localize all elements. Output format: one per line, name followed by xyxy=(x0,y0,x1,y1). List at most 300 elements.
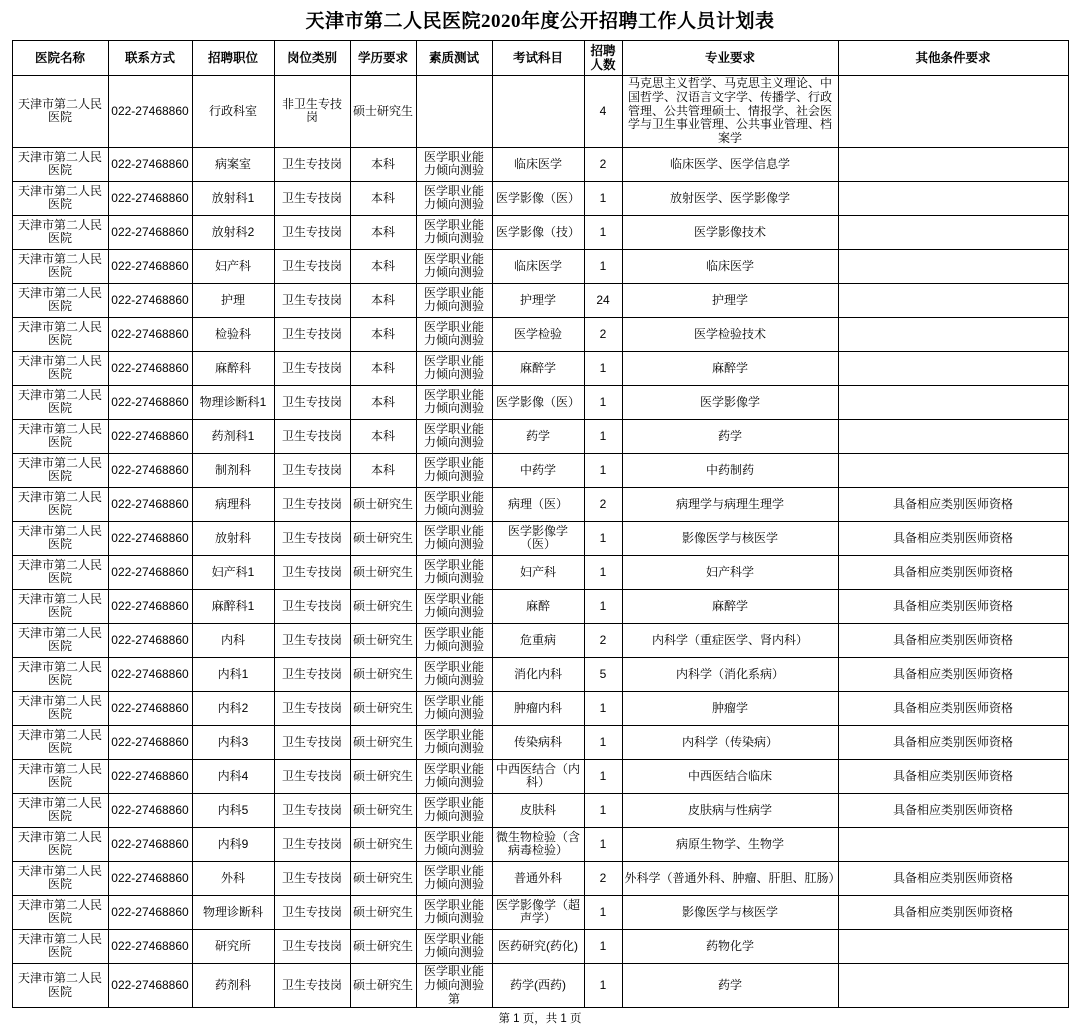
cell-count: 1 xyxy=(584,793,622,827)
cell-category: 非卫生专技岗 xyxy=(274,76,350,148)
cell-contact: 022-27468860 xyxy=(108,895,192,929)
cell-count: 1 xyxy=(584,351,622,385)
cell-other: 具备相应类别医师资格 xyxy=(838,521,1068,555)
cell-subject: 医学检验 xyxy=(492,317,584,351)
cell-count: 2 xyxy=(584,861,622,895)
table-row xyxy=(12,759,1068,793)
cell-quality-test: 医学职业能力倾向测验 xyxy=(416,861,492,895)
cell-major: 放射医学、医学影像学 xyxy=(622,181,838,215)
table-row xyxy=(12,385,1068,419)
cell-category: 卫生专技岗 xyxy=(274,453,350,487)
cell-other xyxy=(838,181,1068,215)
cell-count: 1 xyxy=(584,759,622,793)
cell-major: 病原生物学、生物学 xyxy=(622,827,838,861)
cell-quality-test: 医学职业能力倾向测验 xyxy=(416,657,492,691)
cell-hospital: 天津市第二人民医院 xyxy=(12,487,108,521)
cell-category: 卫生专技岗 xyxy=(274,623,350,657)
cell-category: 卫生专技岗 xyxy=(274,283,350,317)
table-row xyxy=(12,453,1068,487)
cell-category: 卫生专技岗 xyxy=(274,657,350,691)
cell-other xyxy=(838,827,1068,861)
table-body xyxy=(12,76,1068,1008)
cell-category: 卫生专技岗 xyxy=(274,691,350,725)
cell-position: 行政科室 xyxy=(192,76,274,148)
table-row xyxy=(12,317,1068,351)
cell-major: 内科学（传染病） xyxy=(622,725,838,759)
column-header-contact: 联系方式 xyxy=(108,41,192,76)
cell-position: 物理诊断科 xyxy=(192,895,274,929)
cell-subject: 微生物检验（含病毒检验） xyxy=(492,827,584,861)
cell-major: 肿瘤学 xyxy=(622,691,838,725)
cell-education: 硕士研究生 xyxy=(350,623,416,657)
cell-subject: 医学影像学（超声学） xyxy=(492,895,584,929)
cell-quality-test: 医学职业能力倾向测验 xyxy=(416,215,492,249)
cell-other xyxy=(838,351,1068,385)
cell-other xyxy=(838,385,1068,419)
cell-subject: 传染病科 xyxy=(492,725,584,759)
table-row xyxy=(12,929,1068,963)
cell-position: 妇产科 xyxy=(192,249,274,283)
cell-hospital: 天津市第二人民医院 xyxy=(12,963,108,1007)
cell-category: 卫生专技岗 xyxy=(274,725,350,759)
cell-contact: 022-27468860 xyxy=(108,521,192,555)
cell-major: 麻醉学 xyxy=(622,351,838,385)
cell-contact: 022-27468860 xyxy=(108,759,192,793)
cell-quality-test: 医学职业能力倾向测验 xyxy=(416,895,492,929)
cell-education: 硕士研究生 xyxy=(350,793,416,827)
cell-contact: 022-27468860 xyxy=(108,283,192,317)
cell-position: 研究所 xyxy=(192,929,274,963)
cell-quality-test: 医学职业能力倾向测验 xyxy=(416,385,492,419)
table-row xyxy=(12,76,1068,148)
cell-education: 本科 xyxy=(350,249,416,283)
cell-other xyxy=(838,317,1068,351)
cell-other xyxy=(838,249,1068,283)
cell-major: 皮肤病与性病学 xyxy=(622,793,838,827)
cell-hospital: 天津市第二人民医院 xyxy=(12,249,108,283)
column-header-count: 招聘人数 xyxy=(584,41,622,76)
cell-count: 1 xyxy=(584,555,622,589)
cell-contact: 022-27468860 xyxy=(108,657,192,691)
cell-subject: 药学(西药) xyxy=(492,963,584,1007)
cell-subject xyxy=(492,76,584,148)
cell-hospital: 天津市第二人民医院 xyxy=(12,147,108,181)
cell-subject: 消化内科 xyxy=(492,657,584,691)
cell-subject: 临床医学 xyxy=(492,147,584,181)
table-row xyxy=(12,521,1068,555)
table-row xyxy=(12,827,1068,861)
cell-subject: 普通外科 xyxy=(492,861,584,895)
cell-count: 1 xyxy=(584,895,622,929)
cell-contact: 022-27468860 xyxy=(108,963,192,1007)
cell-hospital: 天津市第二人民医院 xyxy=(12,861,108,895)
cell-education: 本科 xyxy=(350,453,416,487)
table-header-row xyxy=(12,41,1068,76)
cell-count: 5 xyxy=(584,657,622,691)
cell-quality-test: 医学职业能力倾向测验 xyxy=(416,453,492,487)
cell-quality-test: 医学职业能力倾向测验 xyxy=(416,147,492,181)
cell-education: 硕士研究生 xyxy=(350,521,416,555)
column-header-major: 专业要求 xyxy=(622,41,838,76)
cell-education: 本科 xyxy=(350,419,416,453)
cell-position: 制剂科 xyxy=(192,453,274,487)
cell-category: 卫生专技岗 xyxy=(274,215,350,249)
cell-category: 卫生专技岗 xyxy=(274,861,350,895)
cell-education: 硕士研究生 xyxy=(350,691,416,725)
table-row xyxy=(12,623,1068,657)
column-header-other: 其他条件要求 xyxy=(838,41,1068,76)
cell-quality-test: 医学职业能力倾向测验 xyxy=(416,249,492,283)
cell-count: 2 xyxy=(584,487,622,521)
cell-count: 1 xyxy=(584,963,622,1007)
recruitment-plan-table xyxy=(12,40,1069,1008)
cell-subject: 医学影像（技） xyxy=(492,215,584,249)
cell-other: 具备相应类别医师资格 xyxy=(838,895,1068,929)
cell-quality-test: 医学职业能力倾向测验第 xyxy=(416,963,492,1007)
cell-hospital: 天津市第二人民医院 xyxy=(12,929,108,963)
cell-hospital: 天津市第二人民医院 xyxy=(12,385,108,419)
cell-category: 卫生专技岗 xyxy=(274,487,350,521)
cell-subject: 药学 xyxy=(492,419,584,453)
cell-position: 外科 xyxy=(192,861,274,895)
cell-major: 妇产科学 xyxy=(622,555,838,589)
cell-position: 麻醉科 xyxy=(192,351,274,385)
cell-other: 具备相应类别医师资格 xyxy=(838,725,1068,759)
cell-other: 具备相应类别医师资格 xyxy=(838,759,1068,793)
column-header-quality-test: 素质测试 xyxy=(416,41,492,76)
cell-hospital: 天津市第二人民医院 xyxy=(12,521,108,555)
cell-education: 本科 xyxy=(350,351,416,385)
cell-category: 卫生专技岗 xyxy=(274,793,350,827)
cell-hospital: 天津市第二人民医院 xyxy=(12,283,108,317)
cell-count: 4 xyxy=(584,76,622,148)
cell-count: 1 xyxy=(584,385,622,419)
table-row xyxy=(12,725,1068,759)
cell-quality-test: 医学职业能力倾向测验 xyxy=(416,589,492,623)
cell-subject: 麻醉 xyxy=(492,589,584,623)
cell-category: 卫生专技岗 xyxy=(274,385,350,419)
cell-major: 医学影像学 xyxy=(622,385,838,419)
cell-education: 本科 xyxy=(350,147,416,181)
cell-contact: 022-27468860 xyxy=(108,147,192,181)
table-row xyxy=(12,963,1068,1007)
cell-quality-test: 医学职业能力倾向测验 xyxy=(416,487,492,521)
cell-major: 药学 xyxy=(622,963,838,1007)
cell-contact: 022-27468860 xyxy=(108,351,192,385)
cell-education: 本科 xyxy=(350,181,416,215)
cell-count: 1 xyxy=(584,827,622,861)
cell-education: 硕士研究生 xyxy=(350,827,416,861)
cell-quality-test: 医学职业能力倾向测验 xyxy=(416,691,492,725)
table-row xyxy=(12,215,1068,249)
cell-hospital: 天津市第二人民医院 xyxy=(12,793,108,827)
cell-hospital: 天津市第二人民医院 xyxy=(12,691,108,725)
cell-category: 卫生专技岗 xyxy=(274,351,350,385)
cell-category: 卫生专技岗 xyxy=(274,827,350,861)
cell-other xyxy=(838,453,1068,487)
table-row xyxy=(12,691,1068,725)
cell-contact: 022-27468860 xyxy=(108,249,192,283)
cell-subject: 中西医结合（内科） xyxy=(492,759,584,793)
column-header-education: 学历要求 xyxy=(350,41,416,76)
cell-count: 2 xyxy=(584,147,622,181)
cell-major: 内科学（消化系病） xyxy=(622,657,838,691)
cell-contact: 022-27468860 xyxy=(108,181,192,215)
cell-count: 24 xyxy=(584,283,622,317)
cell-count: 2 xyxy=(584,317,622,351)
cell-position: 内科3 xyxy=(192,725,274,759)
cell-count: 1 xyxy=(584,181,622,215)
cell-other xyxy=(838,215,1068,249)
cell-count: 1 xyxy=(584,725,622,759)
cell-quality-test: 医学职业能力倾向测验 xyxy=(416,521,492,555)
cell-position: 内科1 xyxy=(192,657,274,691)
cell-count: 1 xyxy=(584,453,622,487)
cell-education: 硕士研究生 xyxy=(350,725,416,759)
cell-subject: 医药研究(药化) xyxy=(492,929,584,963)
cell-other: 具备相应类别医师资格 xyxy=(838,691,1068,725)
cell-contact: 022-27468860 xyxy=(108,453,192,487)
cell-count: 1 xyxy=(584,521,622,555)
cell-major: 医学检验技术 xyxy=(622,317,838,351)
cell-quality-test: 医学职业能力倾向测验 xyxy=(416,793,492,827)
cell-position: 内科2 xyxy=(192,691,274,725)
cell-subject: 临床医学 xyxy=(492,249,584,283)
cell-education: 本科 xyxy=(350,283,416,317)
cell-contact: 022-27468860 xyxy=(108,419,192,453)
cell-major: 药学 xyxy=(622,419,838,453)
cell-position: 麻醉科1 xyxy=(192,589,274,623)
cell-contact: 022-27468860 xyxy=(108,487,192,521)
cell-education: 硕士研究生 xyxy=(350,657,416,691)
cell-hospital: 天津市第二人民医院 xyxy=(12,181,108,215)
column-header-hospital: 医院名称 xyxy=(12,41,108,76)
cell-quality-test: 医学职业能力倾向测验 xyxy=(416,283,492,317)
cell-other xyxy=(838,929,1068,963)
cell-subject: 医学影像（医） xyxy=(492,181,584,215)
cell-quality-test: 医学职业能力倾向测验 xyxy=(416,759,492,793)
cell-quality-test: 医学职业能力倾向测验 xyxy=(416,351,492,385)
column-header-position: 招聘职位 xyxy=(192,41,274,76)
cell-count: 1 xyxy=(584,215,622,249)
cell-education: 硕士研究生 xyxy=(350,861,416,895)
cell-position: 内科 xyxy=(192,623,274,657)
cell-quality-test: 医学职业能力倾向测验 xyxy=(416,555,492,589)
cell-count: 1 xyxy=(584,929,622,963)
cell-subject: 皮肤科 xyxy=(492,793,584,827)
table-row xyxy=(12,249,1068,283)
table-row xyxy=(12,793,1068,827)
cell-major: 临床医学 xyxy=(622,249,838,283)
cell-hospital: 天津市第二人民医院 xyxy=(12,759,108,793)
cell-position: 妇产科1 xyxy=(192,555,274,589)
page-footer: 第 1 页，共 1 页 xyxy=(498,1013,582,1026)
table-row xyxy=(12,589,1068,623)
cell-position: 物理诊断科1 xyxy=(192,385,274,419)
cell-contact: 022-27468860 xyxy=(108,385,192,419)
cell-position: 药剂科 xyxy=(192,963,274,1007)
cell-subject: 妇产科 xyxy=(492,555,584,589)
cell-subject: 医学影像（医） xyxy=(492,385,584,419)
cell-other xyxy=(838,147,1068,181)
table-row xyxy=(12,181,1068,215)
cell-hospital: 天津市第二人民医院 xyxy=(12,555,108,589)
cell-other xyxy=(838,963,1068,1007)
cell-quality-test xyxy=(416,76,492,148)
cell-subject: 病理（医） xyxy=(492,487,584,521)
cell-quality-test: 医学职业能力倾向测验 xyxy=(416,623,492,657)
cell-hospital: 天津市第二人民医院 xyxy=(12,827,108,861)
table-row xyxy=(12,657,1068,691)
cell-major: 内科学（重症医学、肾内科） xyxy=(622,623,838,657)
cell-major: 马克思主义哲学、马克思主义理论、中国哲学、汉语言文字学、传播学、行政管理、公共管理硕士、情报学、社会医学与卫生事业管理、公共事业管理、档案学 xyxy=(622,76,838,148)
cell-education: 本科 xyxy=(350,215,416,249)
cell-category: 卫生专技岗 xyxy=(274,147,350,181)
column-header-category: 岗位类别 xyxy=(274,41,350,76)
cell-major: 中药制药 xyxy=(622,453,838,487)
cell-education: 硕士研究生 xyxy=(350,895,416,929)
cell-other: 具备相应类别医师资格 xyxy=(838,861,1068,895)
cell-position: 药剂科1 xyxy=(192,419,274,453)
cell-other xyxy=(838,76,1068,148)
cell-contact: 022-27468860 xyxy=(108,555,192,589)
cell-category: 卫生专技岗 xyxy=(274,759,350,793)
cell-hospital: 天津市第二人民医院 xyxy=(12,589,108,623)
cell-count: 1 xyxy=(584,589,622,623)
cell-other: 具备相应类别医师资格 xyxy=(838,555,1068,589)
cell-hospital: 天津市第二人民医院 xyxy=(12,215,108,249)
cell-category: 卫生专技岗 xyxy=(274,249,350,283)
table-header xyxy=(12,41,1068,76)
cell-major: 影像医学与核医学 xyxy=(622,895,838,929)
cell-education: 本科 xyxy=(350,385,416,419)
cell-education: 硕士研究生 xyxy=(350,589,416,623)
cell-contact: 022-27468860 xyxy=(108,215,192,249)
cell-subject: 肿瘤内科 xyxy=(492,691,584,725)
cell-major: 临床医学、医学信息学 xyxy=(622,147,838,181)
cell-count: 1 xyxy=(584,249,622,283)
cell-contact: 022-27468860 xyxy=(108,623,192,657)
cell-major: 医学影像技术 xyxy=(622,215,838,249)
cell-hospital: 天津市第二人民医院 xyxy=(12,725,108,759)
cell-education: 硕士研究生 xyxy=(350,555,416,589)
cell-category: 卫生专技岗 xyxy=(274,317,350,351)
cell-other: 具备相应类别医师资格 xyxy=(838,657,1068,691)
cell-hospital: 天津市第二人民医院 xyxy=(12,895,108,929)
cell-other xyxy=(838,283,1068,317)
cell-hospital: 天津市第二人民医院 xyxy=(12,76,108,148)
cell-other xyxy=(838,419,1068,453)
cell-education: 硕士研究生 xyxy=(350,759,416,793)
cell-position: 放射科 xyxy=(192,521,274,555)
cell-count: 1 xyxy=(584,419,622,453)
cell-hospital: 天津市第二人民医院 xyxy=(12,419,108,453)
table-row xyxy=(12,351,1068,385)
cell-contact: 022-27468860 xyxy=(108,827,192,861)
cell-subject: 危重病 xyxy=(492,623,584,657)
table-row xyxy=(12,861,1068,895)
cell-contact: 022-27468860 xyxy=(108,691,192,725)
cell-education: 硕士研究生 xyxy=(350,76,416,148)
cell-subject: 中药学 xyxy=(492,453,584,487)
cell-major: 病理学与病理生理学 xyxy=(622,487,838,521)
cell-education: 硕士研究生 xyxy=(350,929,416,963)
cell-position: 内科5 xyxy=(192,793,274,827)
cell-contact: 022-27468860 xyxy=(108,317,192,351)
cell-category: 卫生专技岗 xyxy=(274,963,350,1007)
cell-category: 卫生专技岗 xyxy=(274,181,350,215)
cell-major: 药物化学 xyxy=(622,929,838,963)
cell-position: 护理 xyxy=(192,283,274,317)
cell-hospital: 天津市第二人民医院 xyxy=(12,453,108,487)
cell-hospital: 天津市第二人民医院 xyxy=(12,317,108,351)
cell-major: 外科学（普通外科、肿瘤、肝胆、肛肠） xyxy=(622,861,838,895)
table-row xyxy=(12,895,1068,929)
column-header-subject: 考试科目 xyxy=(492,41,584,76)
table-row xyxy=(12,147,1068,181)
cell-contact: 022-27468860 xyxy=(108,793,192,827)
cell-quality-test: 医学职业能力倾向测验 xyxy=(416,827,492,861)
cell-quality-test: 医学职业能力倾向测验 xyxy=(416,929,492,963)
cell-major: 麻醉学 xyxy=(622,589,838,623)
cell-position: 病案室 xyxy=(192,147,274,181)
cell-other: 具备相应类别医师资格 xyxy=(838,589,1068,623)
cell-other: 具备相应类别医师资格 xyxy=(838,793,1068,827)
cell-category: 卫生专技岗 xyxy=(274,521,350,555)
cell-quality-test: 医学职业能力倾向测验 xyxy=(416,181,492,215)
cell-quality-test: 医学职业能力倾向测验 xyxy=(416,419,492,453)
cell-contact: 022-27468860 xyxy=(108,929,192,963)
table-row xyxy=(12,487,1068,521)
cell-quality-test: 医学职业能力倾向测验 xyxy=(416,317,492,351)
cell-quality-test: 医学职业能力倾向测验 xyxy=(416,725,492,759)
cell-major: 中西医结合临床 xyxy=(622,759,838,793)
cell-major: 影像医学与核医学 xyxy=(622,521,838,555)
table-row xyxy=(12,283,1068,317)
cell-hospital: 天津市第二人民医院 xyxy=(12,623,108,657)
cell-education: 本科 xyxy=(350,317,416,351)
cell-contact: 022-27468860 xyxy=(108,589,192,623)
cell-position: 内科4 xyxy=(192,759,274,793)
page-title: 天津市第二人民医院2020年度公开招聘工作人员计划表 xyxy=(305,11,775,32)
cell-category: 卫生专技岗 xyxy=(274,555,350,589)
cell-position: 放射科2 xyxy=(192,215,274,249)
cell-category: 卫生专技岗 xyxy=(274,589,350,623)
cell-position: 内科9 xyxy=(192,827,274,861)
cell-education: 硕士研究生 xyxy=(350,487,416,521)
cell-contact: 022-27468860 xyxy=(108,861,192,895)
cell-hospital: 天津市第二人民医院 xyxy=(12,351,108,385)
cell-education: 硕士研究生 xyxy=(350,963,416,1007)
cell-count: 2 xyxy=(584,623,622,657)
cell-subject: 医学影像学（医） xyxy=(492,521,584,555)
cell-hospital: 天津市第二人民医院 xyxy=(12,657,108,691)
cell-category: 卫生专技岗 xyxy=(274,929,350,963)
table-row xyxy=(12,555,1068,589)
cell-position: 病理科 xyxy=(192,487,274,521)
cell-contact: 022-27468860 xyxy=(108,725,192,759)
cell-count: 1 xyxy=(584,691,622,725)
cell-major: 护理学 xyxy=(622,283,838,317)
cell-subject: 麻醉学 xyxy=(492,351,584,385)
cell-subject: 护理学 xyxy=(492,283,584,317)
cell-category: 卫生专技岗 xyxy=(274,419,350,453)
cell-other: 具备相应类别医师资格 xyxy=(838,487,1068,521)
table-row xyxy=(12,419,1068,453)
cell-contact: 022-27468860 xyxy=(108,76,192,148)
cell-position: 放射科1 xyxy=(192,181,274,215)
cell-other: 具备相应类别医师资格 xyxy=(838,623,1068,657)
